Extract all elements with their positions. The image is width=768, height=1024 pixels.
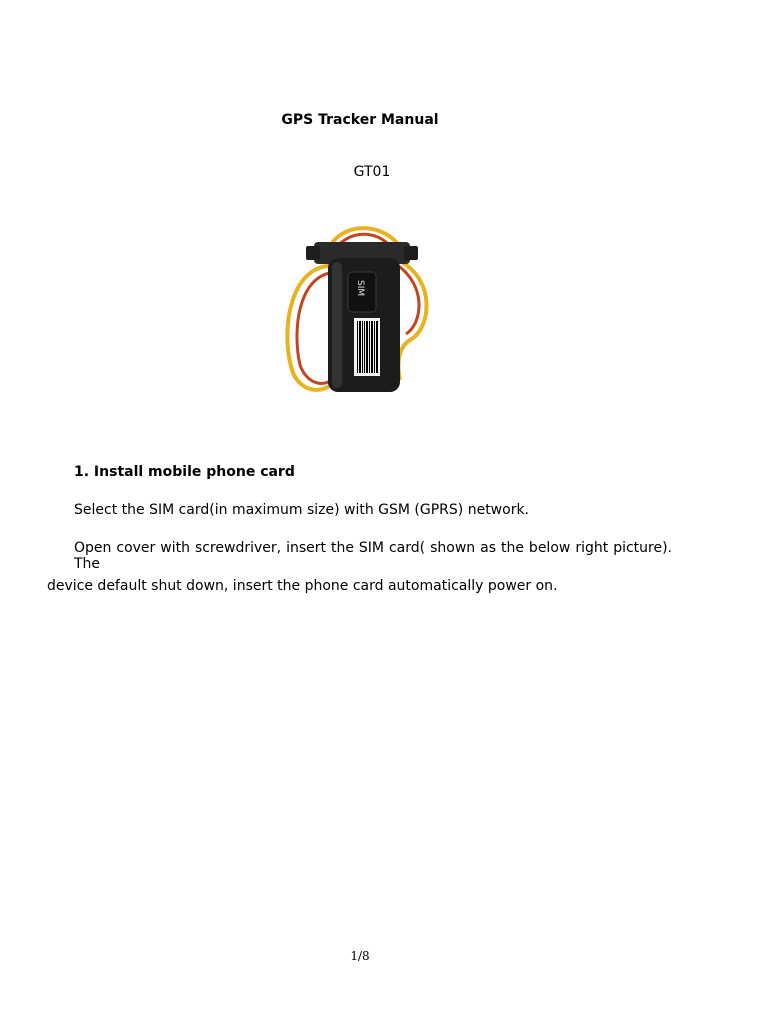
- section-heading: 1. Install mobile phone card: [74, 464, 295, 480]
- gps-tracker-photo: [270, 220, 466, 416]
- sim-label: SIM: [355, 280, 365, 297]
- device-highlight: [332, 262, 342, 388]
- paragraph-sim-selection: Select the SIM card(in maximum size) with GSM (GPRS) network.: [74, 502, 530, 518]
- document-title: GPS Tracker Manual: [281, 112, 439, 128]
- barcode-lines: [357, 321, 378, 373]
- gps-tracker-illustration: [270, 220, 466, 416]
- page-number: 1/8: [350, 949, 370, 963]
- model-name: GT01: [353, 164, 391, 180]
- mount-tab-left: [306, 246, 320, 260]
- mount-tab-right: [404, 246, 418, 260]
- paragraph-install-line-2: device default shut down, insert the phone card automatically power on.: [47, 578, 558, 594]
- paragraph-install-line-1: Open cover with screwdriver, insert the SIM card( shown as the below right picture). The: [74, 540, 672, 572]
